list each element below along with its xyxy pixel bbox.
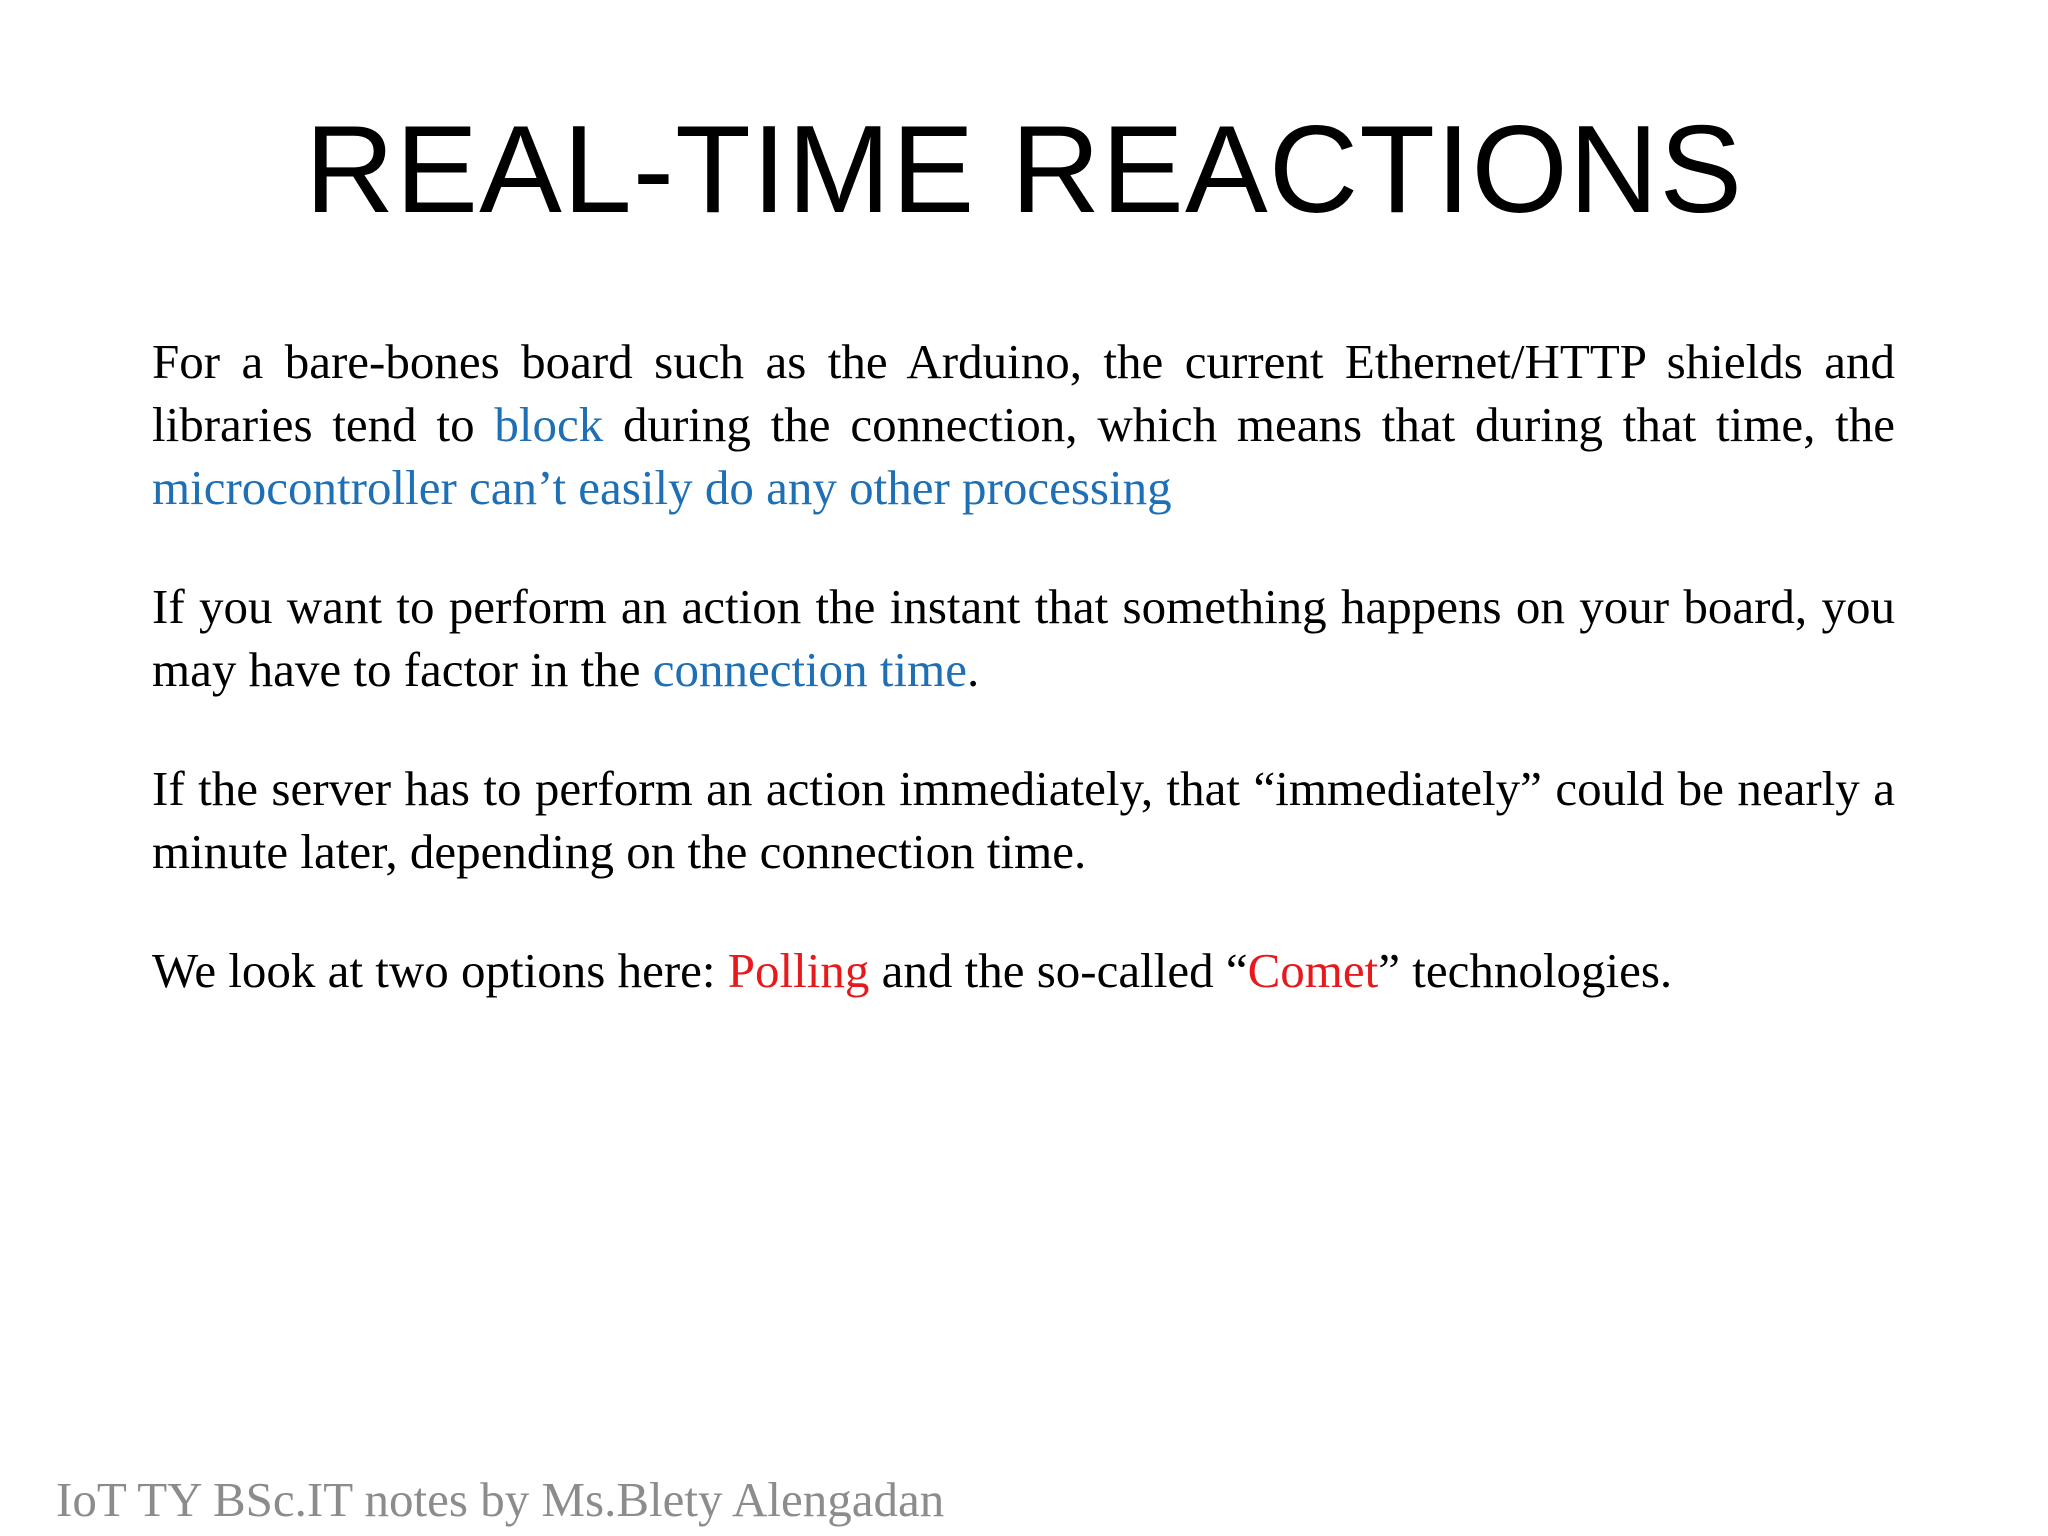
text-segment: For a bare-bones board such as the Arduino, the current Ethernet/HTTP shields and libraries tend to <box>152 334 1895 452</box>
text-segment: ” technologies. <box>1378 943 1673 998</box>
text-segment: If you want to perform an action the instant that something happens on your board, you may have to factor in the <box>152 579 1895 697</box>
text-segment: We look at two options here: <box>152 943 728 998</box>
paragraph-4 <box>152 939 1895 1002</box>
text-segment: and the so-called “ <box>869 943 1248 998</box>
slide-title: REAL-TIME REACTIONS <box>304 101 1744 239</box>
footer-note: IoT TY BSc.IT notes by Ms.Blety Alengadan <box>56 1472 945 1527</box>
highlight-block: block <box>494 397 604 452</box>
highlight-polling: Polling <box>727 943 870 998</box>
paragraph-2 <box>152 575 1895 701</box>
paragraph-1 <box>152 330 1895 519</box>
slide-body <box>152 330 1895 1058</box>
highlight-connection-time: connection time <box>652 642 968 697</box>
text-segment: If the server has to perform an action immediately, that “immediately” could be nearly a minute later, depending on the connection time. <box>152 761 1895 879</box>
highlight-microcontroller: microcontroller can’t easily do any other processing <box>152 460 1172 515</box>
paragraph-3 <box>152 757 1895 883</box>
text-segment: during the connection, which means that during that time, the <box>603 397 1895 452</box>
highlight-comet: Comet <box>1247 943 1379 998</box>
text-segment: . <box>967 642 980 697</box>
